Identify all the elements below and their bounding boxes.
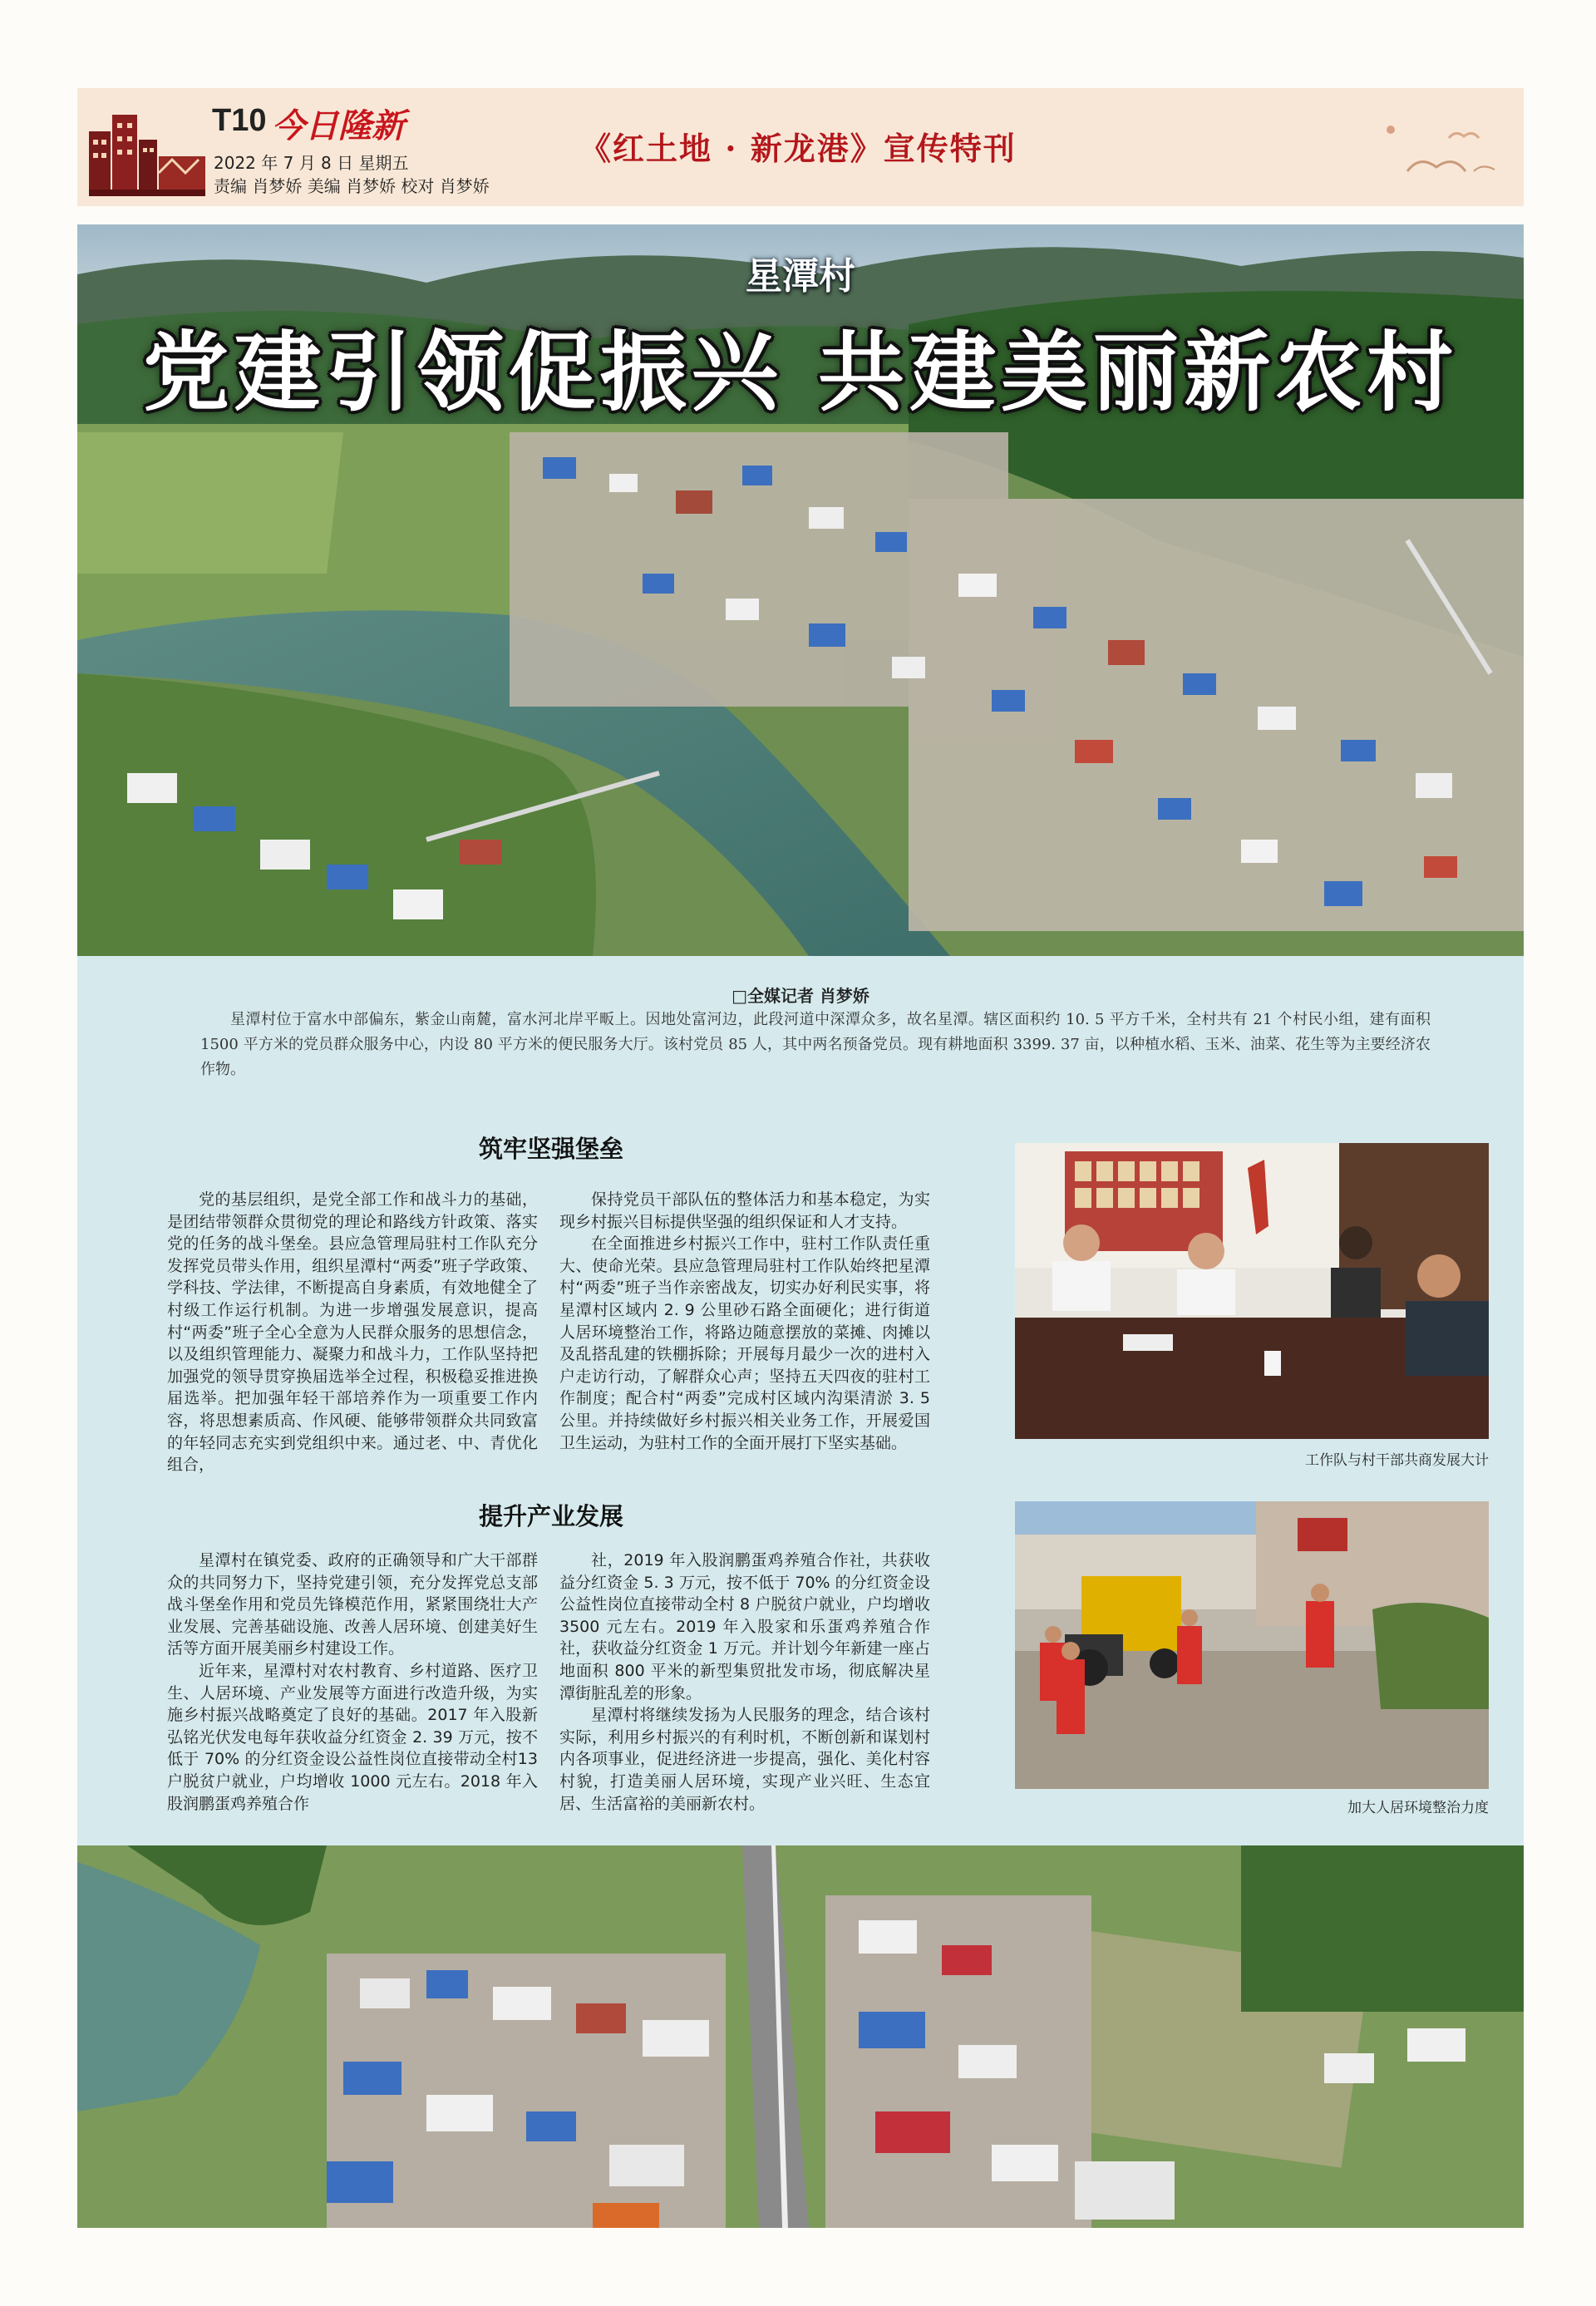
paragraph: 党的基层组织，是党全部工作和战斗力的基础，是团结带领群众贯彻党的理论和路线方针政策、落实党的任务的战斗堡垒。县应急管理局驻村工作队充分发挥党员带头作用，组织星潭村“两委”班子学政策、学科技、学法律，不断提高自身素质，有效地健全了村级工作运行机制。为进一步增强发展意识，提高村“两委”班子全心全意为人民群众服务的思想信念，以及组织管理能力、凝聚力和战斗力，工作队坚持把加强党的领导贯穿换届选举全过程，积极稳妥推进换届选举。把加强年轻干部培养作为一项重要工作内容，将思想素质高、作风硬、能够带领群众共同致富的年轻同志充实到党组织中来。通过老、中、青优化组合， bbox=[167, 1190, 538, 1475]
cleanup-photo bbox=[1015, 1501, 1489, 1789]
section-title-fortress: 筑牢坚强堡垒 bbox=[478, 1135, 623, 1163]
hero-headline: 党建引领促振兴 共建美丽新农村 bbox=[142, 322, 1459, 423]
meeting-photo bbox=[1015, 1143, 1489, 1439]
section2-column-2 bbox=[559, 1550, 930, 1815]
article-intro: 星潭村位于富水中部偏东，紫金山南麓，富水河北岸平畈上。因地处富河边，此段河道中深潭众多，故名星潭。辖区面积约 10. 5 平方千米，全村共有 21 个村民小组，建有面积 1500 平方米的党员群众服务中心，内设 80 平方米的便民服务大厅。该村党员 85 人，其中两名预备党员。现有耕地面积 3399. 37 亩，以种植水稻、玉米、油菜、花生等为主要经济农作物。 bbox=[200, 1011, 1431, 1078]
article-panel bbox=[77, 956, 1524, 1845]
hero-subtitle: 星潭村 bbox=[746, 255, 855, 298]
page-header bbox=[77, 88, 1524, 206]
section1-column-1 bbox=[167, 1189, 538, 1476]
street-cleanup-image bbox=[1015, 1501, 1489, 1789]
paragraph: 保持党员干部队伍的整体活力和基本稳定，为实现乡村振兴目标提供坚强的组织保证和人才支持。 bbox=[559, 1190, 930, 1231]
paragraph: 星潭村将继续发扬为人民服务的理念，结合该村实际，利用乡村振兴的有利时机，不断创新和谋划村内各项事业，促进经济进一步提高，强化、美化村容村貌，打造美丽人居环境，实现产业兴旺、生态宜居、生活富裕的美丽新农村。 bbox=[559, 1706, 930, 1813]
paragraph: 星潭村在镇党委、政府的正确领导和广大干部群众的共同努力下，坚持党建引领，充分发挥党总支部战斗堡垒作用和党员先锋模范作用，紧紧围绕壮大产业发展、完善基础设施、改善人居环境、创建美好生活等方面开展美丽乡村建设工作。 bbox=[167, 1551, 538, 1658]
hero-aerial-photo bbox=[77, 224, 1524, 956]
paragraph: 近年来，星潭村对农村教育、乡村道路、医疗卫生、人居环境、产业发展等方面进行改造升级，为实施乡村振兴战略奠定了良好的基础。2017 年入股新弘铭光伏发电每年获收益分红资金 2. 39 万元，按不低于 70% 的分红资金设公益性岗位直接带动全村13户脱贫户就业，户均增收 1000 元左右。2018 年入股润鹏蛋鸡养殖合作 bbox=[167, 1661, 538, 1813]
section-title-industry: 提升产业发展 bbox=[478, 1502, 623, 1530]
issue-date: 2022 年 7 月 8 日 星期五 bbox=[214, 153, 409, 173]
editor-credits: 责编 肖梦娇 美编 肖梦娇 校对 肖梦娇 bbox=[214, 176, 490, 196]
city-skyline-logo-icon bbox=[89, 106, 205, 196]
article-byline: □全媒记者 肖梦娇 bbox=[732, 986, 869, 1006]
photo-caption-cleanup: 加大人居环境整治力度 bbox=[1347, 1800, 1489, 1816]
decorative-birds-icon bbox=[1357, 105, 1507, 196]
page-number: T10 bbox=[212, 103, 267, 138]
special-issue-title: 《红土地 · 新龙港》宣传特刊 bbox=[579, 130, 1017, 167]
town-street-aerial-image bbox=[77, 1845, 1524, 2228]
newspaper-name: 今日隆新 bbox=[272, 106, 405, 145]
bottom-aerial-photo bbox=[77, 1845, 1524, 2228]
paragraph: 社，2019 年入股润鹏蛋鸡养殖合作社，共获收益分红资金 5. 3 万元，按不低于 70% 的分红资金设公益性岗位直接带动全村 8 户脱贫户就业，户均增收 3500 元左右。2019 年入股家和乐蛋鸡养殖合作社，获收益分红资金 1 万元。并计划今年新建一座占地面积 800 平米的新型集贸批发市场，彻底解决星潭街脏乱差的形象。 bbox=[559, 1551, 930, 1702]
meeting-scene-image bbox=[1015, 1143, 1489, 1439]
paragraph: 在全面推进乡村振兴工作中，驻村工作队责任重大、使命光荣。县应急管理局驻村工作队始终把星潭村“两委”班子当作亲密战友，切实办好利民实事，将星潭村区域内 2. 9 公里砂石路全面硬化；进行街道人居环境整治工作，将路边随意摆放的菜摊、肉摊以及乱搭乱建的铁棚拆除；开展每月最少一次的进村入户走访行动，了解群众心声；坚持五天四夜的驻村工作制度；配合村“两委”完成村区域内沟渠清淤 3. 5 公里。并持续做好乡村振兴相关业务工作，开展爱国卫生运动，为驻村工作的全面开展打下坚实基础。 bbox=[559, 1234, 930, 1452]
photo-caption-meeting: 工作队与村干部共商发展大计 bbox=[1305, 1452, 1489, 1469]
section1-column-2 bbox=[559, 1189, 930, 1454]
section2-column-1 bbox=[167, 1550, 538, 1815]
